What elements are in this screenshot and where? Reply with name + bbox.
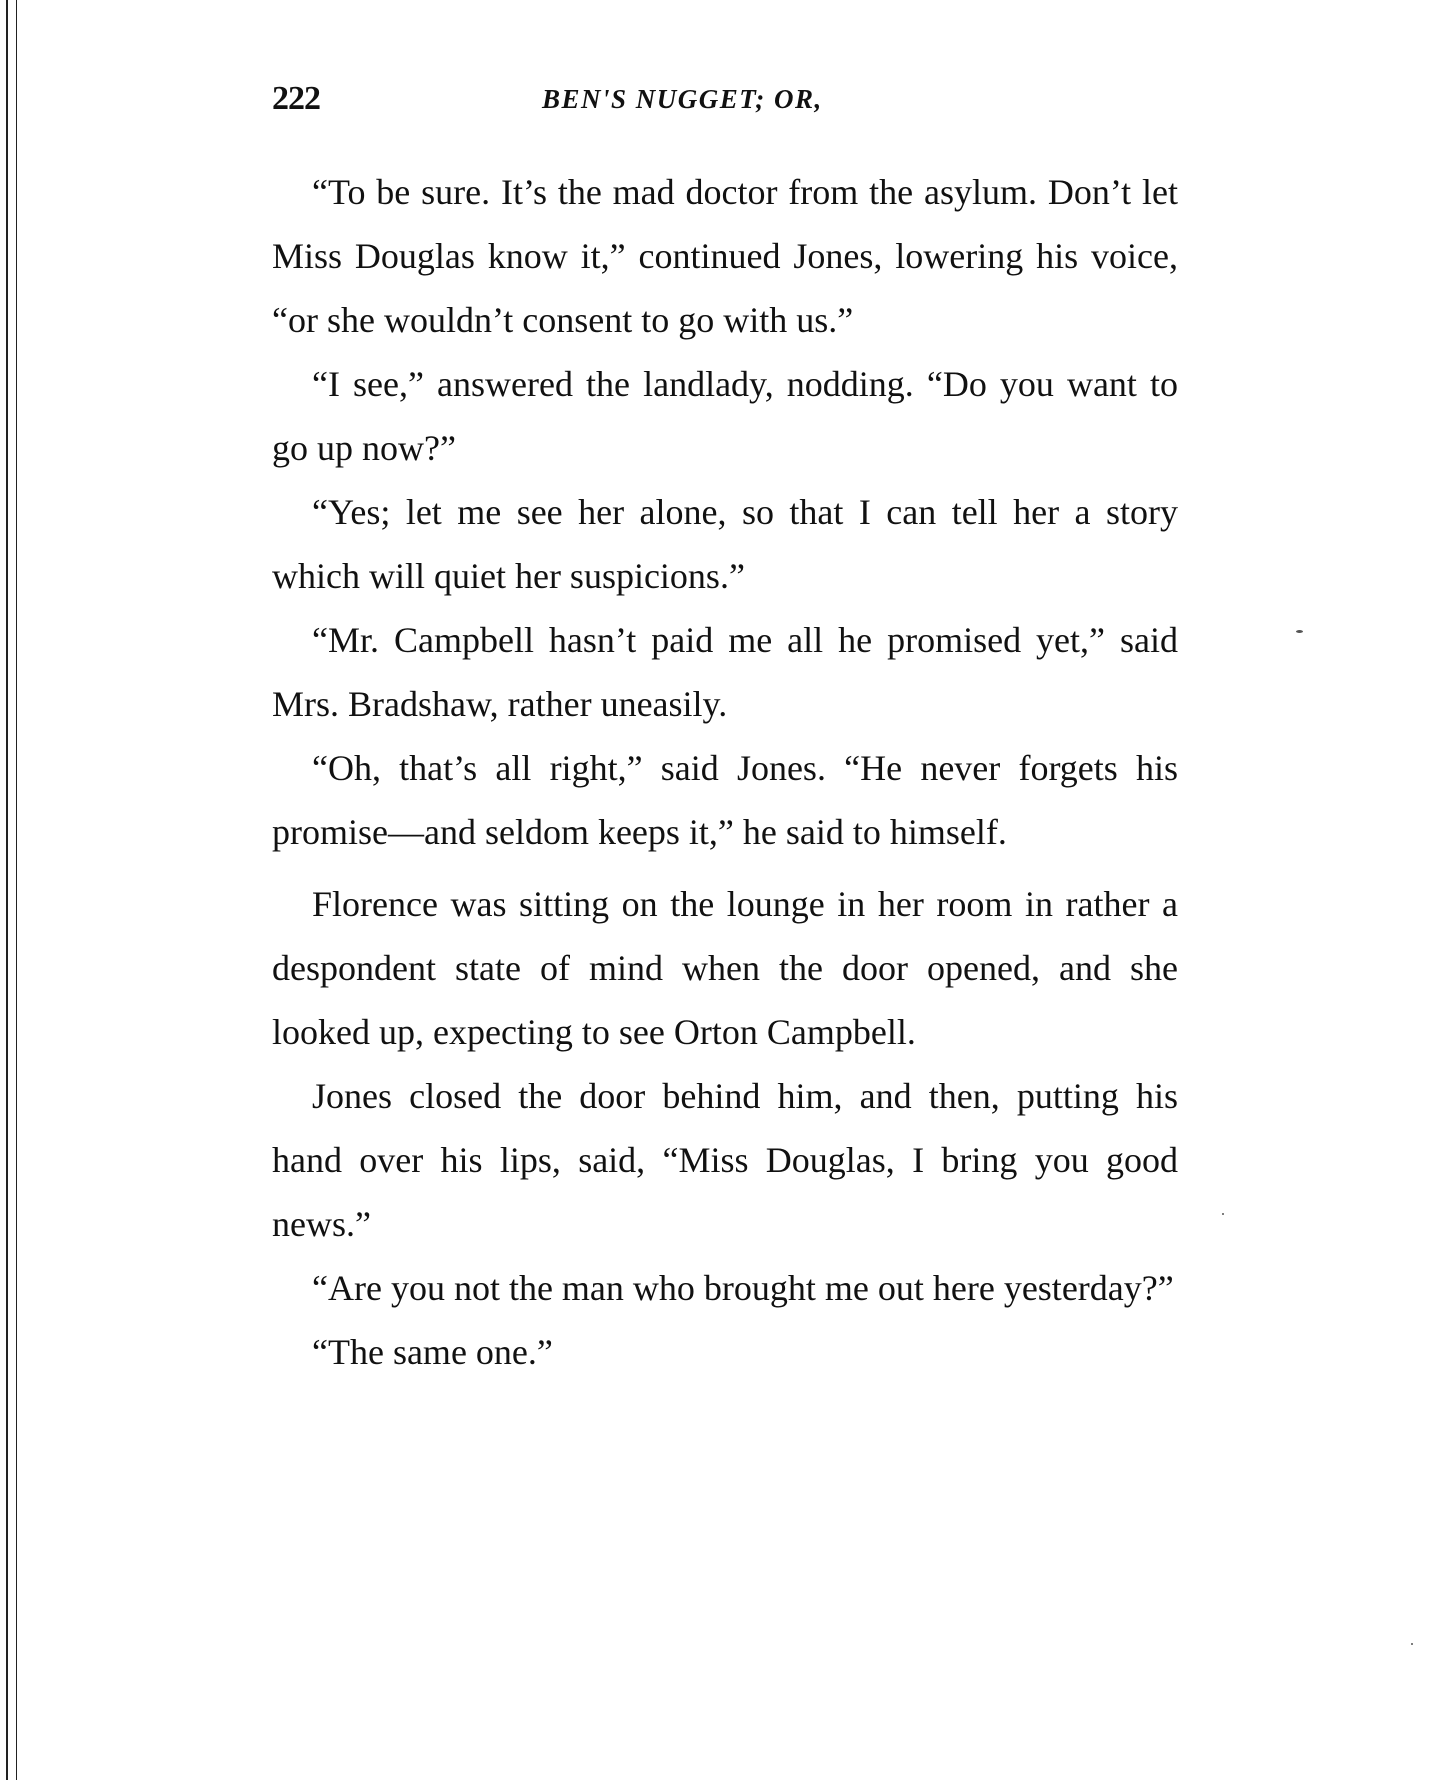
paragraph: Florence was sitting on the lounge in her room in rather a despondent state of mind when the door opened, and she looked up, expecting to see Orton Campbell. [272,884,1178,1052]
paragraph: “Yes; let me see her alone, so that I can tell her a story which will quiet her suspicions.” [272,492,1178,596]
book-page [272,0,1178,1780]
paragraph: “To be sure. It’s the mad doctor from the asylum. Don’t let Miss Douglas know it,” continued Jones, lowering his voice, “or she wouldn’t consent to go with us.” [272,172,1178,340]
paragraph: “Are you not the man who brought me out here yesterday?” [312,1268,1174,1308]
scan-speck [1411,1643,1413,1645]
page-number: 222 [272,80,320,117]
page-header [272,80,1178,130]
body-text [272,160,1178,1384]
binding-edge-line [16,0,17,1780]
paragraph: “I see,” answered the landlady, nodding. “Do you want to go up now?” [272,364,1178,468]
paragraph: Jones closed the door behind him, and then, putting his hand over his lips, said, “Miss Douglas, I bring you good news.” [272,1076,1178,1244]
scan-speck [1222,1213,1224,1215]
running-head: BEN'S NUGGET; OR, [542,84,823,114]
paragraph: “Mr. Campbell hasn’t paid me all he promised yet,” said Mrs. Bradshaw, rather uneasily. [272,620,1178,724]
paragraph: “Oh, that’s all right,” said Jones. “He never forgets his promise—and seldom keeps it,” he said to himself. [272,748,1178,852]
paragraph: “The same one.” [312,1332,553,1372]
scan-speck [1296,630,1303,633]
binding-edge-line [6,0,8,1780]
